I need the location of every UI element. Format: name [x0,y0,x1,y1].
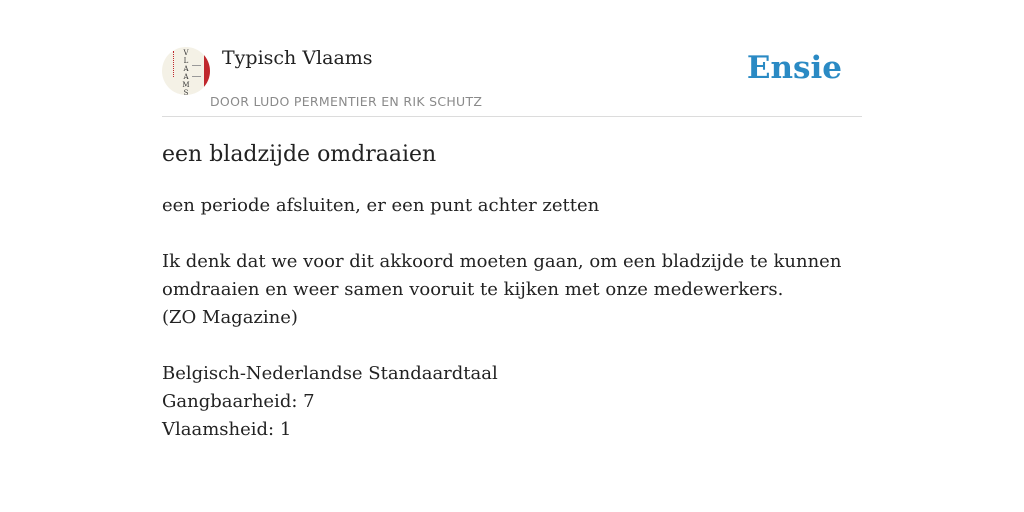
entry-language: Belgisch-Nederlandse Standaardtaal [162,363,498,384]
entry-example-line-2: omdraaien en weer samen vooruit te kijken met onze medewerkers. [162,279,784,300]
page-header [162,44,862,117]
entry-body [162,192,862,444]
entry-gangbaarheid: Gangbaarheid: 7 [162,391,315,412]
avatar[interactable] [162,47,210,95]
entry-source: (ZO Magazine) [162,307,298,328]
avatar-decoration [173,51,177,77]
entry-example-line-1: Ik denk dat we voor dit akkoord moeten gaan, om een bladzijde te kunnen [162,251,842,272]
site-title[interactable]: Typisch Vlaams [222,47,373,69]
ensie-logo-link[interactable]: Ensie [746,50,842,86]
entry-term: een bladzijde omdraaien [162,142,437,167]
avatar-decoration-lines [192,65,201,77]
avatar-logo-lettering: V L A A M S [182,49,190,95]
entry-vlaamsheid: Vlaamsheid: 1 [162,419,292,440]
entry-content [162,138,862,444]
byline: DOOR LUDO PERMENTIER EN RIK SCHUTZ [210,94,483,109]
entry-definition: een periode afsluiten, er een punt achter zetten [162,195,600,216]
avatar-red-stripe [204,47,210,95]
